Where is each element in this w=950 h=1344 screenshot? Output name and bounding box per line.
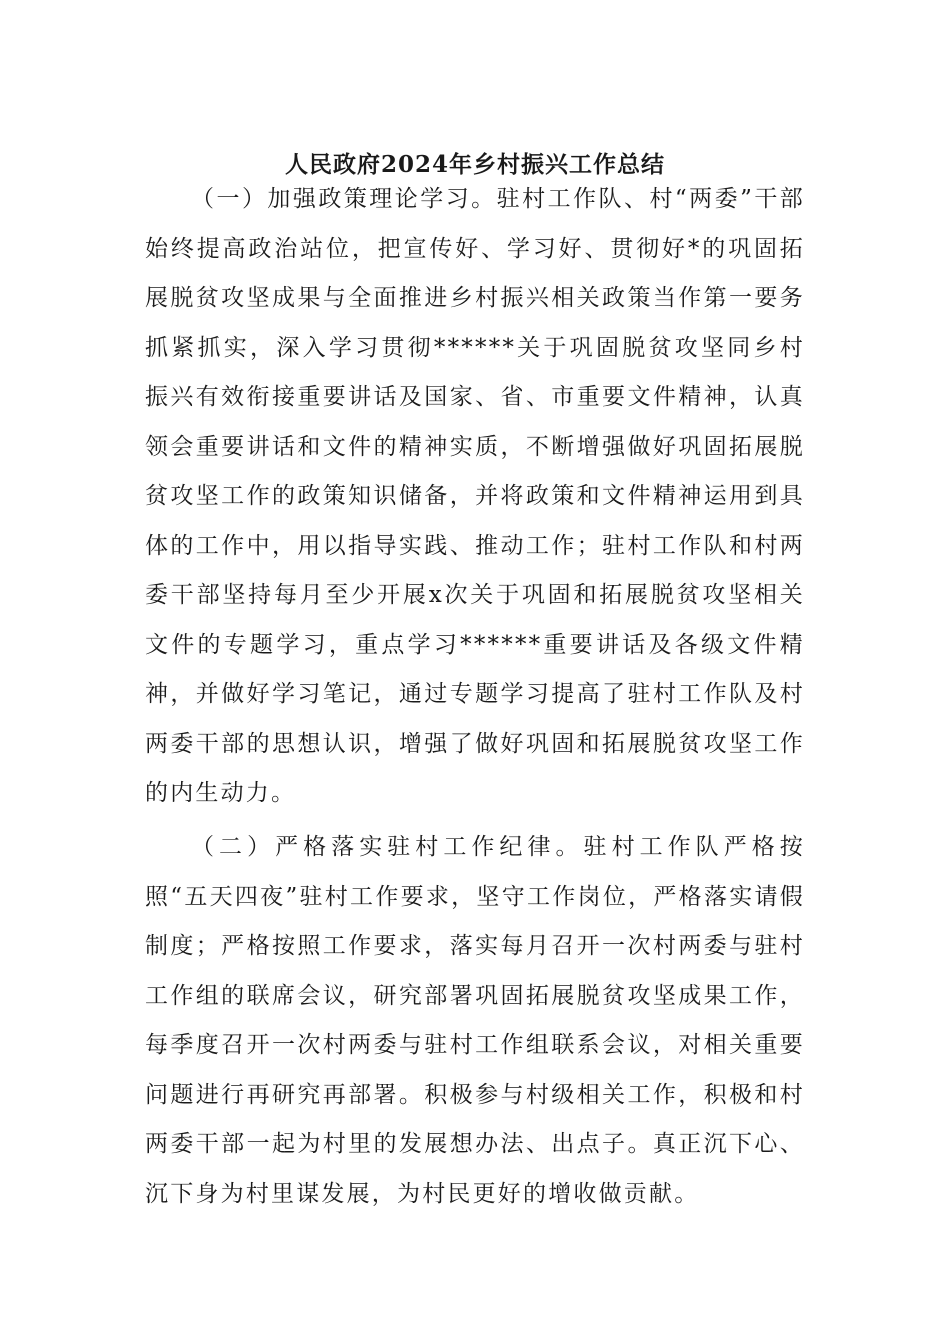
paragraph-policy-study: （一）加强政策理论学习。驻村工作队、村“两委”干部始终提高政治站位，把宣传好、学习好、贯彻好*的巩固拓展脱贫攻坚成果与全面推进乡村振兴相关政策当作第一要务抓紧抓实，深入学习贯彻******关于巩固脱贫攻坚同乡村振兴有效衔接重要讲话及国家、省、市重要文件精神，认真领会重要讲话和文件的精神实质，不断增强做好巩固拓展脱贫攻坚工作的政策知识储备，并将政策和文件精神运用到具体的工作中，用以指导实践、推动工作；驻村工作队和村两委干部坚持每月至少开展x次关于巩固和拓展脱贫攻坚相关文件的专题学习，重点学习******重要讲话及各级文件精神，并做好学习笔记，通过专题学习提高了驻村工作队及村两委干部的思想认识，增强了做好巩固和拓展脱贫攻坚工作的内生动力。 (145, 186, 805, 806)
paragraph-work-discipline: （二）严格落实驻村工作纪律。驻村工作队严格按照“五天四夜”驻村工作要求，坚守工作岗位，严格落实请假制度；严格按照工作要求，落实每月召开一次村两委与驻村工作组的联席会议，研究部署巩固拓展脱贫攻坚成果工作，每季度召开一次村两委与驻村工作组联系会议，对相关重要问题进行再研究再部署。积极参与村级相关工作，积极和村两委干部一起为村里的发展想办法、出点子。真正沉下心、沉下身为村里谋发展，为村民更好的增收做贡献。 (145, 834, 805, 1207)
document-title: 人民政府2024年乡村振兴工作总结 (284, 151, 665, 179)
